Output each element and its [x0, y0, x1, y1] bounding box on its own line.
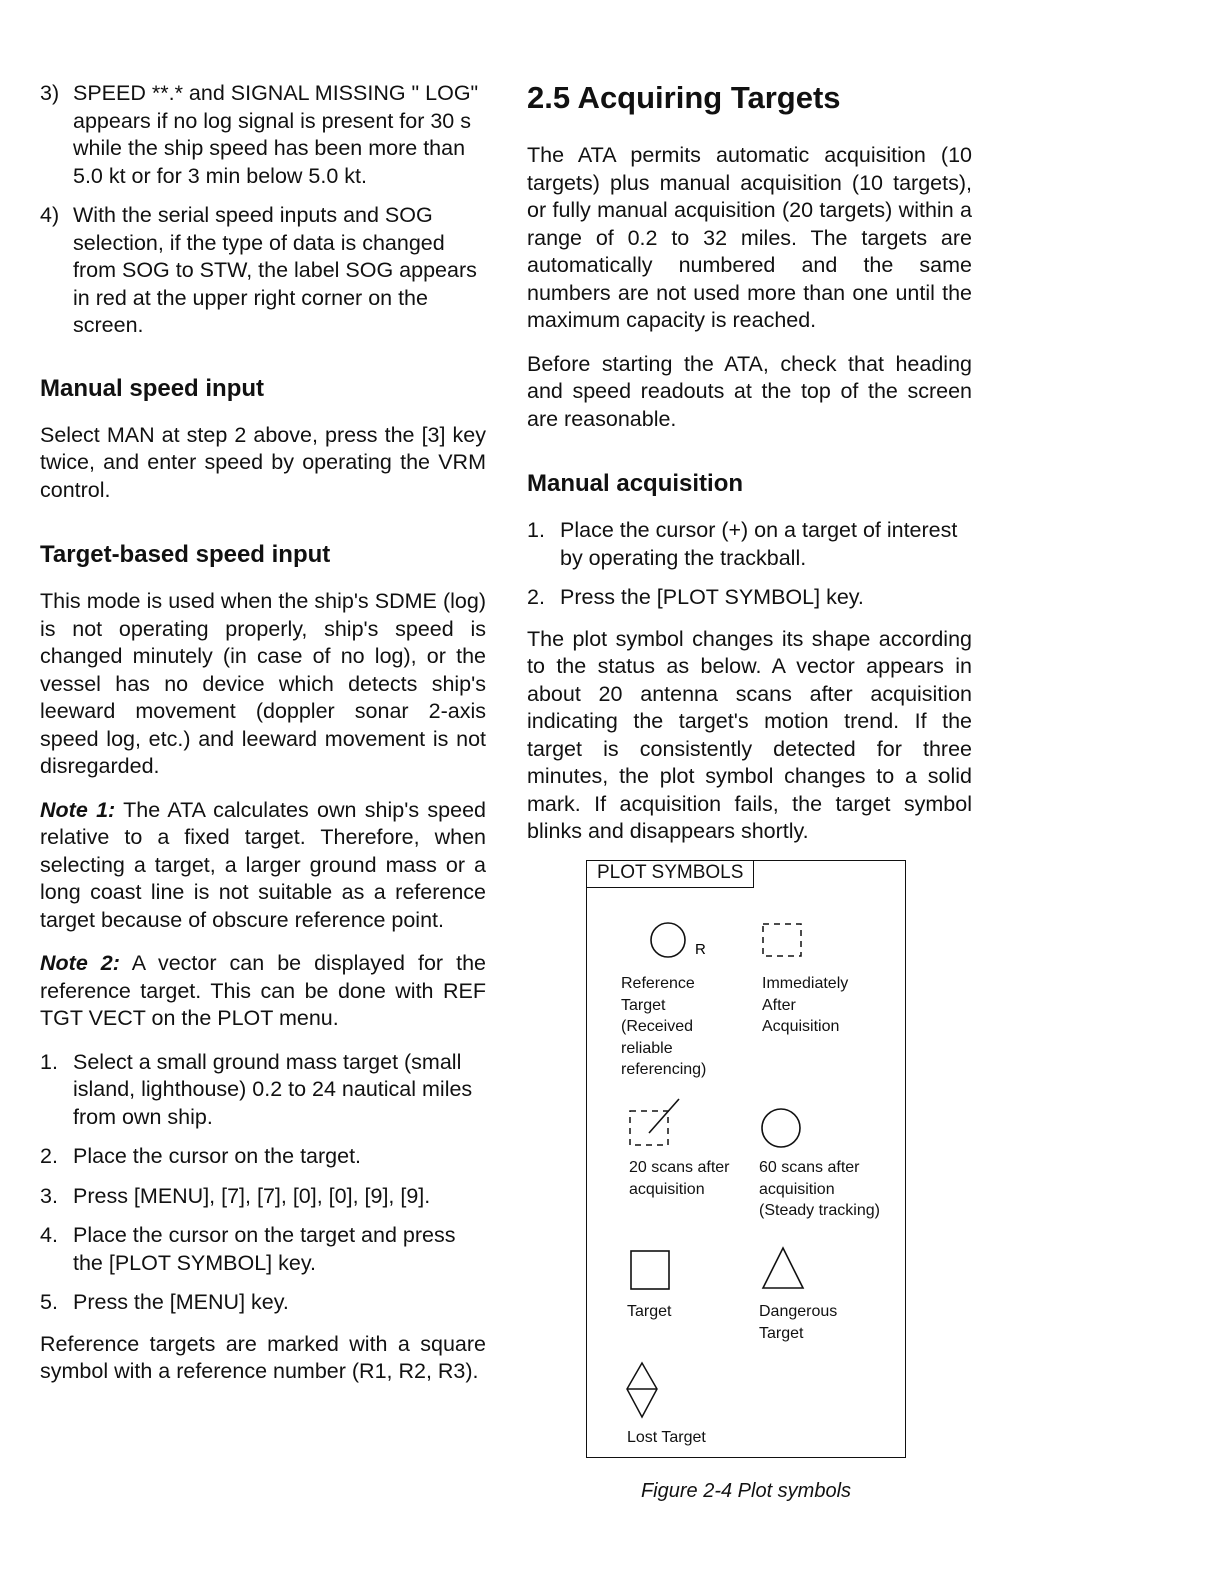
square-icon — [629, 1249, 673, 1293]
dashed-square-vector-icon — [627, 1097, 687, 1153]
list-item: 1. Select a small ground mass target (small island, lighthouse) 0.2 to 24 nautical miles from own ship. — [40, 1049, 473, 1129]
target-label: Target — [627, 1303, 672, 1320]
check-paragraph: Before starting the ATA, check that heading and speed readouts at the top of the screen are reasonable. — [527, 351, 972, 431]
manual-speed-paragraph: Select MAN at step 2 above, press the [3] key twice, and enter speed by operating the VRM control. — [40, 422, 486, 502]
note-1: Note 1: The ATA calculates own ship's speed relative to a fixed target. Therefore, when selecting a target, a larger ground mass or a long coast line is not suitable as a reference target because of obscure reference point. — [40, 797, 486, 932]
reference-steps-list — [40, 1049, 486, 1317]
list-item: 4. Place the cursor on the target and press the [PLOT SYMBOL] key. — [40, 1223, 456, 1275]
ref-mark-letter: R — [695, 941, 706, 958]
figure-title: PLOT SYMBOLS — [587, 861, 754, 888]
section-title: 2.5 Acquiring Targets — [527, 80, 841, 115]
intro-paragraph: The ATA permits automatic acquisition (10 targets) plus manual acquisition (10 targets), or fully manual acquisition (20 targets) within a range of 0.2 to 32 miles. The targets are automatically numbered and the same numbers are not used more than one until the maximum capacity is reached. — [527, 143, 972, 332]
list-item: 1. Place the cursor (+) on a target of interest by operating the trackball. — [527, 518, 958, 570]
list-item: 3. Press [MENU], [7], [7], [0], [0], [9], [9]. — [40, 1183, 431, 1208]
immediately-after-acquisition-label: Immediately After Acquisition — [762, 975, 849, 1035]
right-column — [527, 80, 972, 862]
list-item: 2. Place the cursor on the target. — [40, 1144, 362, 1168]
list-item: 5. Press the [MENU] key. — [40, 1290, 289, 1314]
manual-speed-heading: Manual speed input — [40, 374, 265, 402]
figure-caption: Figure 2-4 Plot symbols — [640, 1480, 852, 1502]
plot-symbol-paragraph: The plot symbol changes its shape according to the status as below. A vector appears in about 20 antenna scans after acquisition indicating the target's motion trend. If the target is consistently detected for three minutes, the plot symbol changes to a solid mark. If acquisition fails, the target symbol blinks and disappears shortly. — [527, 626, 972, 843]
circle-icon — [758, 1105, 804, 1151]
target-speed-heading: Target-based speed input — [40, 541, 331, 568]
60-scans-label: 60 scans after acquisition (Steady tracking) — [759, 1159, 880, 1219]
list-item: 4) With the serial speed inputs and SOG selection, if the type of data is changed from SOG to STW, the label SOG appears in red at the upper right corner on the screen. — [40, 203, 477, 337]
note-2: Note 2: A vector can be displayed for the reference target. This can be done with REF TGT VECT on the PLOT menu. — [40, 951, 486, 1030]
list-item: 3) SPEED **.* and SIGNAL MISSING " LOG" appears if no log signal is present for 30 s while the ship speed has been more than 5.0 kt or for 3 min below 5.0 kt. — [40, 81, 479, 188]
manual-acquisition-heading: Manual acquisition — [527, 470, 744, 497]
manual-acquisition-steps — [527, 517, 972, 612]
dashed-square-icon — [760, 921, 806, 961]
left-column — [40, 80, 486, 1402]
reference-closing-paragraph: Reference targets are marked with a square symbol with a reference number (R1, R2, R3). — [40, 1331, 486, 1383]
lost-target-icon — [625, 1361, 659, 1421]
reference-target-label: Reference Target (Received reliable referencing) — [621, 975, 707, 1078]
reference-target-icon — [647, 919, 717, 965]
target-speed-paragraph: This mode is used when the ship's SDME (log) is not operating properly, ship's speed is changed minutely (in case of no log), or the vessel has no device which detects ship's leeward movement (doppler sonar 2-axis speed log, etc.) and leeward movement is not disregarded. — [40, 589, 486, 778]
20-scans-label: 20 scans after acquisition — [629, 1159, 730, 1198]
triangle-icon — [760, 1245, 806, 1291]
plot-symbols-figure — [586, 860, 906, 1458]
speed-notes-list — [40, 80, 486, 340]
list-item: 2. Press the [PLOT SYMBOL] key. — [527, 585, 864, 609]
lost-target-label: Lost Target — [627, 1429, 706, 1446]
dangerous-target-label: Dangerous Target — [759, 1303, 838, 1342]
